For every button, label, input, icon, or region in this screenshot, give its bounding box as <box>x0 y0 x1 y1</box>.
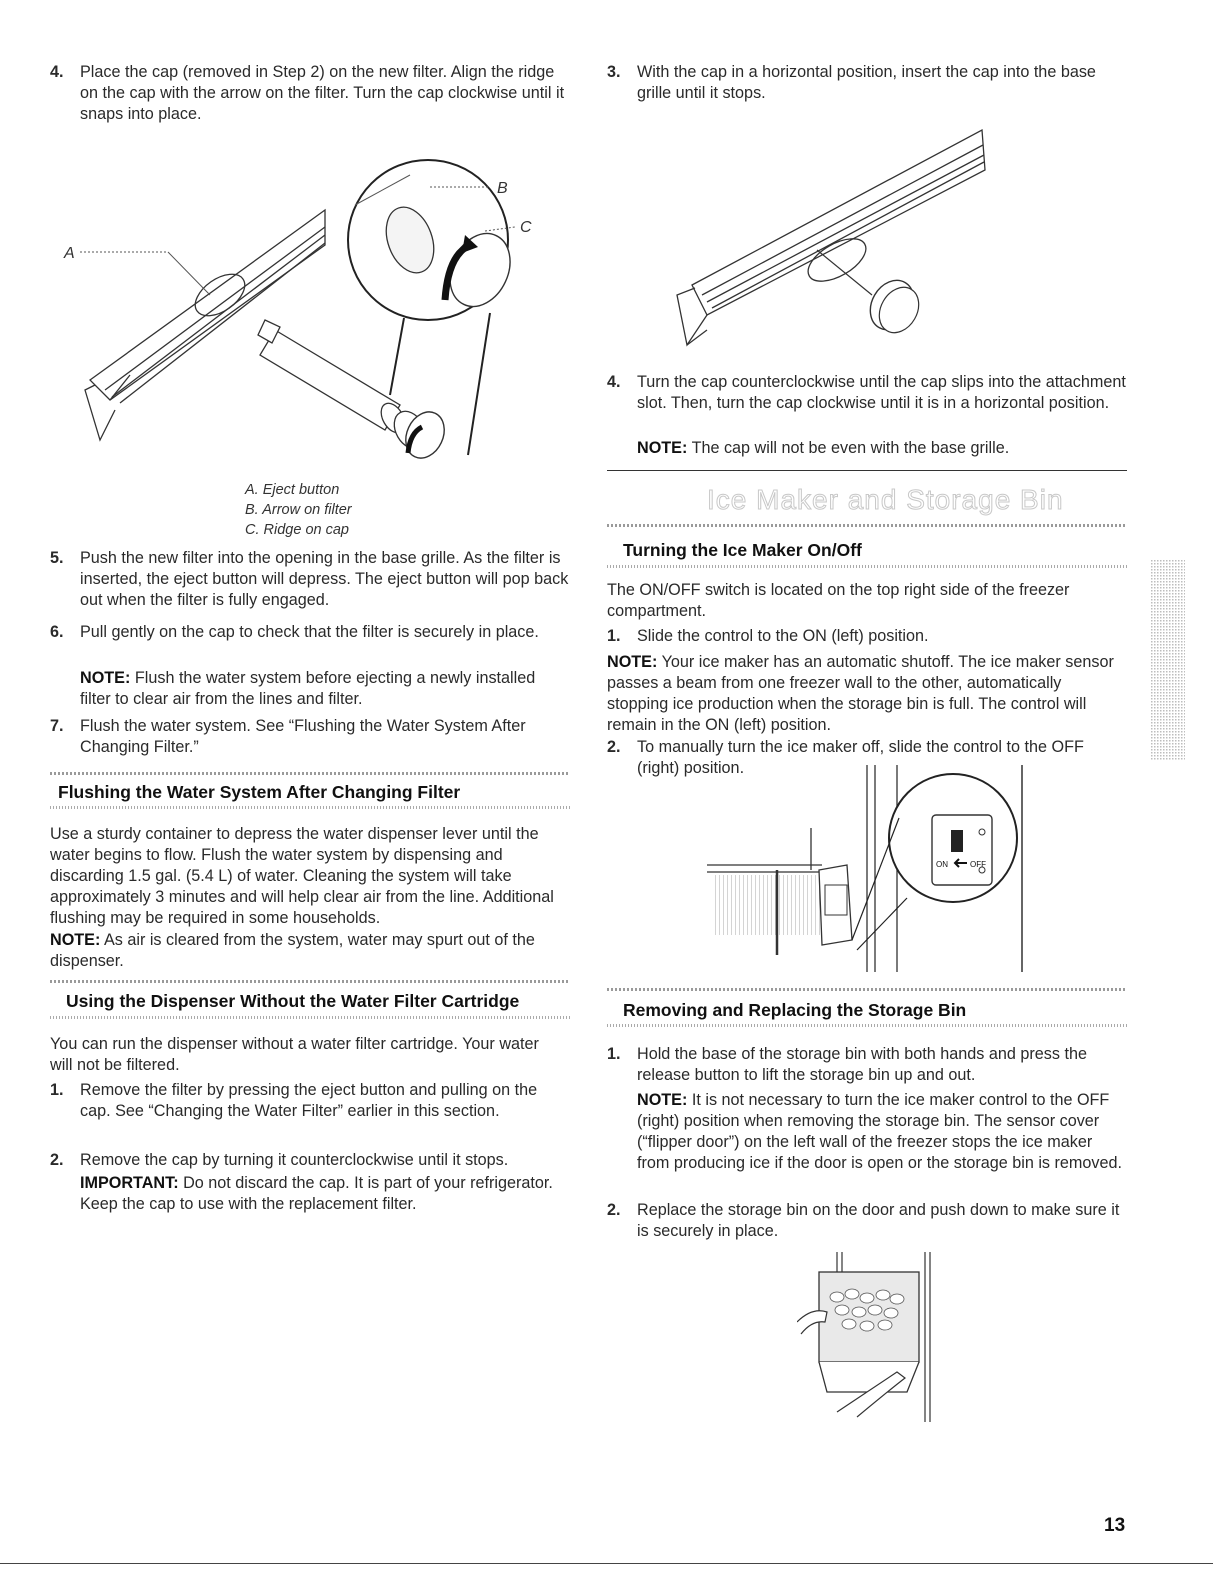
figure-caption <box>245 480 352 540</box>
heading-flushing-water-system: Flushing the Water System After Changing Filter <box>58 782 461 802</box>
heading-underline <box>607 1024 1127 1027</box>
step-number: 1. <box>607 1045 621 1063</box>
step-1-remove-filter <box>50 1080 570 1122</box>
side-index-tab <box>1151 560 1185 760</box>
caption-b: B. Arrow on filter <box>245 502 352 518</box>
note-automatic-shutoff <box>607 652 1127 736</box>
step-number: 3. <box>607 63 621 81</box>
step-text: Slide the control to the ON (left) position. <box>637 627 929 645</box>
base-grille-drawing <box>677 130 985 345</box>
flushing-body: Use a sturdy container to depress the water dispenser lever until the water begins to flow. Flush the water system by dispensing and discarding 1.5 gal. (5.4 L) of water. Cleaning the system will take approximately 3 minutes and will help clear air from the line. Additional flushing may be required in some households. <box>50 825 554 927</box>
step-text: Push the new filter into the opening in the base grille. As the filter is inserted, the eject button will depress. The eject button will pop back out when the filter is fully engaged. <box>80 549 569 609</box>
label-c: C <box>520 219 532 236</box>
step-text: With the cap in a horizontal position, insert the cap into the base grille until it stops. <box>637 63 1096 102</box>
note-flush-before-eject <box>80 668 570 710</box>
step-number: 4. <box>607 373 621 391</box>
step-text: Place the cap (removed in Step 2) on the new filter. Align the ridge on the cap with the arrow on the filter. Turn the cap clockwise until it snaps into place. <box>80 63 565 123</box>
switch-box-small <box>819 865 852 945</box>
step-number: 7. <box>50 717 64 735</box>
note-label: NOTE: <box>607 653 658 671</box>
important-keep-cap <box>80 1173 570 1215</box>
step-5-push-filter <box>50 548 570 611</box>
step-number: 2. <box>607 738 621 756</box>
heading-ice-maker-on-off: Turning the Ice Maker On/Off <box>623 540 862 560</box>
step-text: Pull gently on the cap to check that the filter is securely in place. <box>80 623 539 641</box>
heading-dispenser-without-filter: Using the Dispenser Without the Water Filter Cartridge <box>66 991 520 1011</box>
note-label: NOTE: <box>50 931 101 949</box>
note-text: Flush the water system before ejecting a newly installed filter to clear air from the lines and filter. <box>80 669 536 708</box>
step-number: 1. <box>50 1081 64 1099</box>
page-bottom-rule <box>0 1563 1213 1564</box>
step-6-pull-cap <box>50 622 570 643</box>
on-off-switch-illustration <box>707 760 1027 972</box>
caption-c: C. Ridge on cap <box>245 522 349 538</box>
heading-storage-bin: Removing and Replacing the Storage Bin <box>623 1000 967 1020</box>
cap-drawing <box>862 272 927 339</box>
note-air-spurt <box>50 930 570 972</box>
step-text: To manually turn the ice maker off, slide the control to the OFF (right) position. <box>637 738 1084 777</box>
note-flipper-door <box>637 1090 1127 1174</box>
important-text: Do not discard the cap. It is part of your refrigerator. Keep the cap to use with the replacement filter. <box>80 1174 553 1213</box>
cap-insert-illustration <box>667 110 1067 355</box>
note-label: NOTE: <box>637 439 688 457</box>
step-text: Hold the base of the storage bin with both hands and press the release button to lift the storage bin up and out. <box>637 1045 1087 1084</box>
step-number: 1. <box>607 627 621 645</box>
note-text: Your ice maker has an automatic shutoff. The ice maker sensor passes a beam from one freezer wall to the other, automatically stopping ice production when the storage bin is full. The control will remain in the ON (left) position. <box>607 653 1114 734</box>
heading-underline <box>50 1016 570 1019</box>
note-label: NOTE: <box>637 1091 688 1109</box>
step-text: Replace the storage bin on the door and push down to make sure it is securely in place. <box>637 1201 1120 1240</box>
step-4-place-cap <box>50 62 570 125</box>
magnified-switch-detail <box>852 774 1017 950</box>
section-divider <box>607 988 1127 991</box>
step-number: 5. <box>50 549 64 567</box>
step-text: Remove the cap by turning it counterclockwise until it stops. <box>80 1151 509 1169</box>
caption-a: A. Eject button <box>245 482 340 498</box>
step-4-turn-cap <box>607 372 1127 414</box>
section-divider <box>50 772 570 775</box>
step-7-flush-water <box>50 716 570 758</box>
on-off-body: The ON/OFF switch is located on the top right side of the freezer compartment. <box>607 581 1070 620</box>
heading-underline <box>607 565 1127 568</box>
ice-bin-drawing <box>819 1272 919 1392</box>
step-2-remove-cap <box>50 1150 570 1171</box>
note-text: As air is cleared from the system, water may spurt out of the dispenser. <box>50 931 535 970</box>
base-grille-drawing <box>85 210 325 440</box>
step-2-replace-bin <box>607 1200 1127 1242</box>
switch-on-label: ON <box>936 860 948 869</box>
page-number: 13 <box>1104 1515 1126 1536</box>
switch-off-label: OFF <box>970 860 986 869</box>
note-cap-not-even <box>637 438 1127 459</box>
step-1-remove-bin <box>607 1044 1127 1086</box>
section-divider <box>607 524 1127 527</box>
note-text: It is not necessary to turn the ice maker control to the OFF (right) position when removing the storage bin. The sensor cover (“flipper door”) on the left wall of the freezer stops the ice maker from producing ice if the door is open or the storage bin is removed. <box>637 1091 1122 1172</box>
heading-underline <box>50 806 570 809</box>
step-text: Flush the water system. See “Flushing the Water System After Changing Filter.” <box>80 717 526 756</box>
label-b: B <box>497 180 508 197</box>
step-3-insert-cap <box>607 62 1127 104</box>
storage-bin-illustration <box>797 1252 947 1422</box>
step-number: 6. <box>50 623 64 641</box>
note-text: The cap will not be even with the base grille. <box>687 439 1010 457</box>
note-label: NOTE: <box>80 669 131 687</box>
section-divider <box>50 980 570 983</box>
section-title-ice-maker: Ice Maker and Storage Bin <box>707 484 1064 515</box>
filter-cap-illustration <box>50 135 570 475</box>
step-number: 4. <box>50 63 64 81</box>
step-number: 2. <box>607 1201 621 1219</box>
no-filter-body: You can run the dispenser without a water filter cartridge. Your water will not be filtered. <box>50 1035 539 1074</box>
step-text: Turn the cap counterclockwise until the cap slips into the attachment slot. Then, turn the cap clockwise until it is in a horizontal position. <box>637 373 1126 412</box>
section-rule <box>607 470 1127 471</box>
step-1-slide-on <box>607 626 1127 647</box>
step-text: Remove the filter by pressing the eject button and pulling on the cap. See “Changing the Water Filter” earlier in this section. <box>80 1081 538 1120</box>
label-a: A <box>64 245 75 262</box>
important-label: IMPORTANT: <box>80 1174 179 1192</box>
step-number: 2. <box>50 1151 64 1169</box>
